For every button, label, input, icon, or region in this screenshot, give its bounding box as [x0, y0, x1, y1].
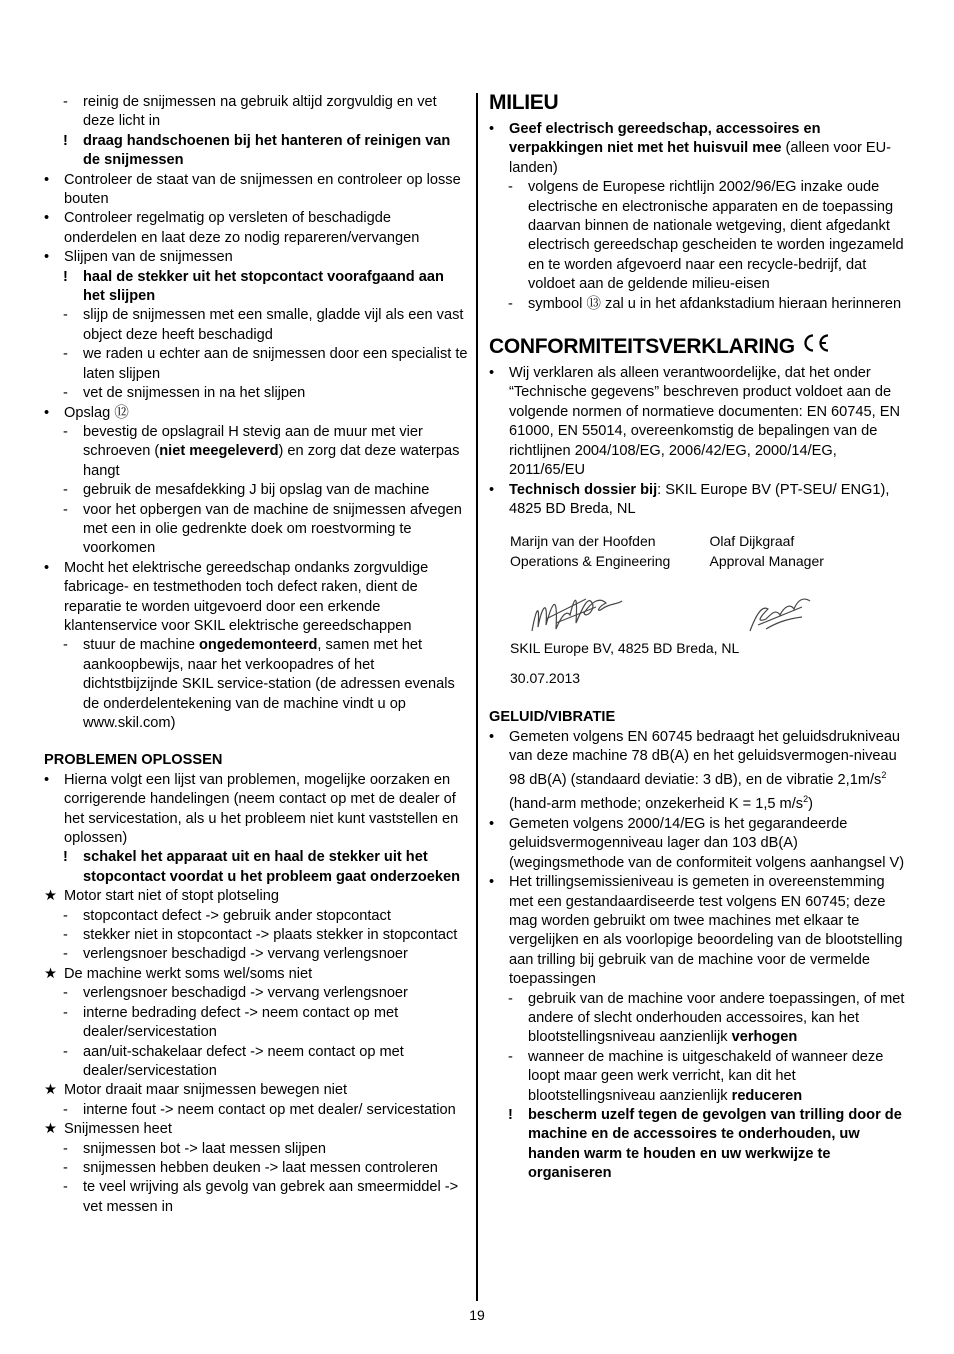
list-item [63, 1004, 468, 1043]
signer2-role: Approval Manager [709, 553, 824, 570]
list-item-text: aan/uit-schakelaar defect -> neem contact op met dealer/servicestation [83, 1043, 404, 1079]
bullet-icon: • [489, 121, 495, 137]
list-item-text: De machine werkt soms wel/soms niet [64, 965, 313, 982]
dash-mark: - [63, 307, 68, 324]
dash-mark: - [63, 1140, 68, 1157]
ce-mark-icon [801, 333, 831, 359]
list-item [63, 306, 468, 345]
dash-mark: - [508, 179, 513, 196]
dash-mark: - [63, 1043, 68, 1060]
list-item [63, 481, 468, 500]
bullet-icon: • [489, 365, 495, 382]
declaration-date: 30.07.2013 [510, 669, 581, 686]
list-item-text: haal de stekker uit het stopcontact voorafgaand aan het slijpen [83, 268, 444, 305]
list-item-text: Het trillingsemissieniveau is gemeten in overeenstemming met een gestandaardiseerde test volgens EN 60745; deze mag worden gebruikt om twee machines met elkaar te vergelijken en als voorlopige beoordeling van de blootstelling aan trilling bij gebruik van de machine voor de vermelde toepassingen [509, 874, 903, 988]
list-item-text: stopcontact defect -> gebruik ander stopcontact [83, 907, 391, 924]
warning-mark: ! [63, 132, 68, 149]
list-item [508, 1048, 909, 1106]
list-item [508, 178, 909, 294]
list-item [489, 873, 909, 989]
list-item-text: Geef electrisch gereedschap, accessoires en verpakkingen niet met het huisvuil mee (alleen voor EU-landen) [509, 121, 891, 176]
list-item [489, 815, 909, 873]
list-item-text: Mocht het elektrische gereedschap ondanks zorgvuldige fabricage- en testmethoden toch defect raken, dient de reparatie te worden uitgevoerd door een erkende klantenservice voor SKIL elektrische gereedschappen [64, 559, 429, 634]
warning-mark: ! [63, 268, 68, 285]
list-item [63, 945, 468, 964]
list-item [63, 345, 468, 384]
dash-mark: - [63, 385, 68, 402]
problems-list [44, 771, 468, 1217]
list-item-text: Opslag ⑫ [64, 404, 129, 421]
list-item-text: Slijpen van de snijmessen [64, 249, 233, 266]
list-item-text: bescherm uzelf tegen de gevolgen van trilling door de machine en de accessoires te onderhouden, uw handen warm te houden en uw werkwijze te organiseren [528, 1106, 902, 1182]
list-item-text: verlengsnoer beschadigd -> vervang verlengsnoer [83, 946, 408, 963]
list-item-text: verlengsnoer beschadigd -> vervang verlengsnoer [83, 985, 408, 1002]
company-address: SKIL Europe BV, 4825 BD Breda, NL [510, 640, 740, 657]
list-item [63, 1101, 468, 1120]
dash-mark: - [508, 1048, 513, 1065]
left-column [44, 93, 468, 1217]
list-item-text: reinig de snijmessen na gebruik altijd zorgvuldig en vet deze licht in [83, 94, 437, 130]
signatory-1 [510, 531, 710, 571]
list-item-text: Controleer de staat van de snijmessen en controleer op losse bouten [64, 171, 461, 208]
list-item [63, 93, 468, 132]
milieu-list [489, 120, 909, 314]
signer1-name: Marijn van der Hoofden [510, 533, 656, 550]
list-item [63, 1043, 468, 1082]
star-icon: ★ [44, 1121, 58, 1138]
list-item [63, 636, 468, 733]
bullet-icon: • [44, 559, 50, 576]
dash-mark: - [63, 985, 68, 1002]
list-item [63, 1159, 468, 1178]
signature-2 [706, 579, 826, 643]
list-item-text: Motor draait maar snijmessen bewegen niet [64, 1082, 348, 1099]
list-item [508, 295, 909, 314]
list-item-text: Gemeten volgens EN 60745 bedraagt het geluidsdrukniveau van deze machine 78 dB(A) en het geluidsvermogen-niveau 98 dB(A) (standaard deviatie: 3 dB), en de vibratie $2,1m/s^2$ (hand-arm methode; onzekerheid K = 1,5 $m/s^2$) [509, 728, 901, 813]
list-item-text: te veel wrijving als gevolg van gebrek aan smeermiddel -> vet messen in [83, 1179, 459, 1215]
list-item-text: Gemeten volgens 2000/14/EG is het gegarandeerde geluidsvermogenniveau lager dan 103 dB(A) (wegingsmethode van de conformiteit volgens aanhangsel V) [509, 815, 905, 871]
column-divider [476, 93, 478, 1301]
list-item [63, 423, 468, 481]
dash-mark: - [63, 482, 68, 499]
list-item-text: we raden u echter aan de snijmessen door een specialist te laten slijpen [83, 346, 468, 382]
list-item [63, 132, 468, 171]
maintenance-list [44, 93, 468, 733]
noise-vibration-list [489, 728, 909, 1184]
dash-mark: - [63, 1179, 68, 1196]
signatory-2 [710, 531, 910, 571]
right-column [489, 93, 909, 1184]
dash-mark: - [63, 1101, 68, 1118]
list-item-text: Snijmessen heet [64, 1121, 172, 1138]
bullet-icon: • [44, 771, 50, 788]
dash-mark: - [63, 1004, 68, 1021]
dash-mark: - [63, 637, 68, 654]
list-item [489, 481, 909, 520]
list-item [63, 268, 468, 307]
list-item-text: vet de snijmessen in na het slijpen [83, 385, 306, 402]
dash-mark: - [508, 990, 513, 1007]
signer1-role: Operations & Engineering [510, 553, 671, 570]
list-item [44, 887, 468, 906]
bullet-icon: • [44, 249, 50, 266]
warning-mark: ! [63, 849, 68, 866]
list-item-text: Motor start niet of stopt plotseling [64, 888, 279, 905]
conformity-heading [489, 333, 909, 359]
bullet-icon: • [489, 874, 495, 891]
list-item-text: volgens de Europese richtlijn 2002/96/EG inzake oude electrische en electronische apparaten en de toepassing daarvan binnen de nationale wetgeving, dient afgedankt electrisch gereedschap gescheiden te worden ingezameld en te worden afgevoerd naar een recycle-bedrijf, dat voldoet aan de geldende milieu-eisen [528, 179, 904, 293]
list-item [44, 248, 468, 267]
noise-vibration-heading: GELUID/VIBRATIE [489, 709, 616, 726]
dash-mark: - [63, 946, 68, 963]
signer2-name: Olaf Dijkgraaf [709, 533, 795, 550]
list-item-text: bevestig de opslagrail H stevig aan de muur met vier schroeven (niet meegeleverd) en zorg dat deze waterpas hangt [83, 423, 460, 479]
list-item [63, 384, 468, 403]
list-item-text: symbool ⑬ zal u in het afdankstadium hieraan herinneren [528, 295, 902, 312]
list-item-text: gebruik van de machine voor andere toepassingen, of met andere of slecht onderhouden accessoires, kan het blootstellingsniveau aanzienlijk verhogen [528, 990, 905, 1046]
list-item [63, 501, 468, 559]
page-number: 19 [469, 1307, 485, 1323]
signatures [526, 579, 909, 643]
list-item [63, 984, 468, 1003]
list-item [489, 120, 909, 178]
list-item [44, 209, 468, 248]
warning-mark: ! [508, 1106, 513, 1123]
list-item [508, 990, 909, 1048]
list-item-text: Controleer regelmatig op versleten of beschadigde onderdelen en laat deze zo nodig repareren/vervangen [64, 210, 420, 246]
list-item-text: schakel het apparaat uit en haal de stekker uit het stopcontact voordat u het probleem gaat onderzoeken [83, 849, 461, 885]
bullet-icon: • [489, 815, 495, 832]
list-item [44, 771, 468, 849]
list-item-text: snijmessen bot -> laat messen slijpen [83, 1140, 326, 1157]
dash-mark: - [63, 907, 68, 924]
dash-mark: - [63, 927, 68, 944]
list-item-text: interne fout -> neem contact op met dealer/ servicestation [83, 1101, 456, 1118]
list-item-text: Wij verklaren als alleen verantwoordelijke, dat het onder “Technische gegevens” beschreven product voldoet aan de volgende normen of normatieve documenten: EN 60745, EN 61000, EN 55014, overeenkomstig de bepalingen van de richtlijnen 2004/108/EG, 2006/42/EG, 2000/14/EG, 2011/65/EU [509, 365, 901, 479]
list-item [44, 559, 468, 637]
star-icon: ★ [44, 1082, 58, 1099]
list-item-text: Hierna volgt een lijst van problemen, mogelijke oorzaken en corrigerende handelingen (neem contact op met de dealer of het servicestation, als u het probleem niet kunt vaststellen en oplossen) [64, 771, 459, 847]
list-item-text: slijp de snijmessen met een smalle, gladde vijl als een vast object deze heeft beschadigd [83, 307, 464, 343]
list-item [63, 1178, 468, 1217]
list-item-text: snijmessen hebben deuken -> laat messen controleren [83, 1159, 438, 1176]
list-item [63, 848, 468, 887]
list-item [63, 1140, 468, 1159]
list-item-text: stuur de machine ongedemonteerd, samen met het aankoopbewijs, naar het verkoopadres of het dichtstbijzijnde SKIL service-station (de adressen evenals de onderdelentekening van de machine vindt u op www.skil.com) [83, 637, 455, 731]
list-item-text: Technisch dossier bij: SKIL Europe BV (PT-SEU/ ENG1), 4825 BD Breda, NL [509, 481, 890, 517]
dash-mark: - [63, 94, 68, 110]
list-item-text: voor het opbergen van de machine de snijmessen afvegen met een in olie gedrenkte doek om roestvorming te voorkomen [83, 501, 462, 557]
list-item [489, 728, 909, 815]
list-item-text: wanneer de machine is uitgeschakeld of wanneer deze loopt maar geen werk verricht, kan dit het blootstellingsniveau aanzienlijk reduceren [528, 1048, 884, 1104]
bullet-icon: • [44, 404, 50, 421]
star-icon: ★ [44, 965, 58, 982]
list-item-text: gebruik de mesafdekking J bij opslag van de machine [83, 482, 430, 499]
list-item-text: stekker niet in stopcontact -> plaats stekker in stopcontact [83, 927, 458, 944]
conformity-title: CONFORMITEITSVERKLARING [489, 335, 795, 359]
list-item-text: interne bedrading defect -> neem contact op met dealer/servicestation [83, 1004, 399, 1041]
bullet-icon: • [44, 210, 50, 227]
list-item [63, 907, 468, 926]
dash-mark: - [508, 295, 513, 312]
signatories [510, 531, 909, 571]
list-item-text: draag handschoenen bij het hanteren of reinigen van de snijmessen [83, 132, 451, 169]
signature-1 [526, 579, 706, 643]
dash-mark: - [63, 346, 68, 363]
list-item [489, 364, 909, 480]
dash-mark: - [63, 423, 68, 440]
list-item [508, 1106, 909, 1184]
list-item [44, 965, 468, 984]
bullet-icon: • [489, 481, 495, 498]
list-item [44, 1081, 468, 1100]
conformity-list [489, 364, 909, 519]
milieu-heading: MILIEU [489, 91, 559, 114]
problems-heading: PROBLEMEN OPLOSSEN [44, 752, 223, 769]
list-item [63, 926, 468, 945]
dash-mark: - [63, 1159, 68, 1176]
list-item [44, 171, 468, 210]
list-item [44, 404, 468, 423]
star-icon: ★ [44, 888, 58, 905]
bullet-icon: • [44, 171, 50, 188]
list-item [44, 1120, 468, 1139]
bullet-icon: • [489, 728, 495, 745]
dash-mark: - [63, 501, 68, 518]
